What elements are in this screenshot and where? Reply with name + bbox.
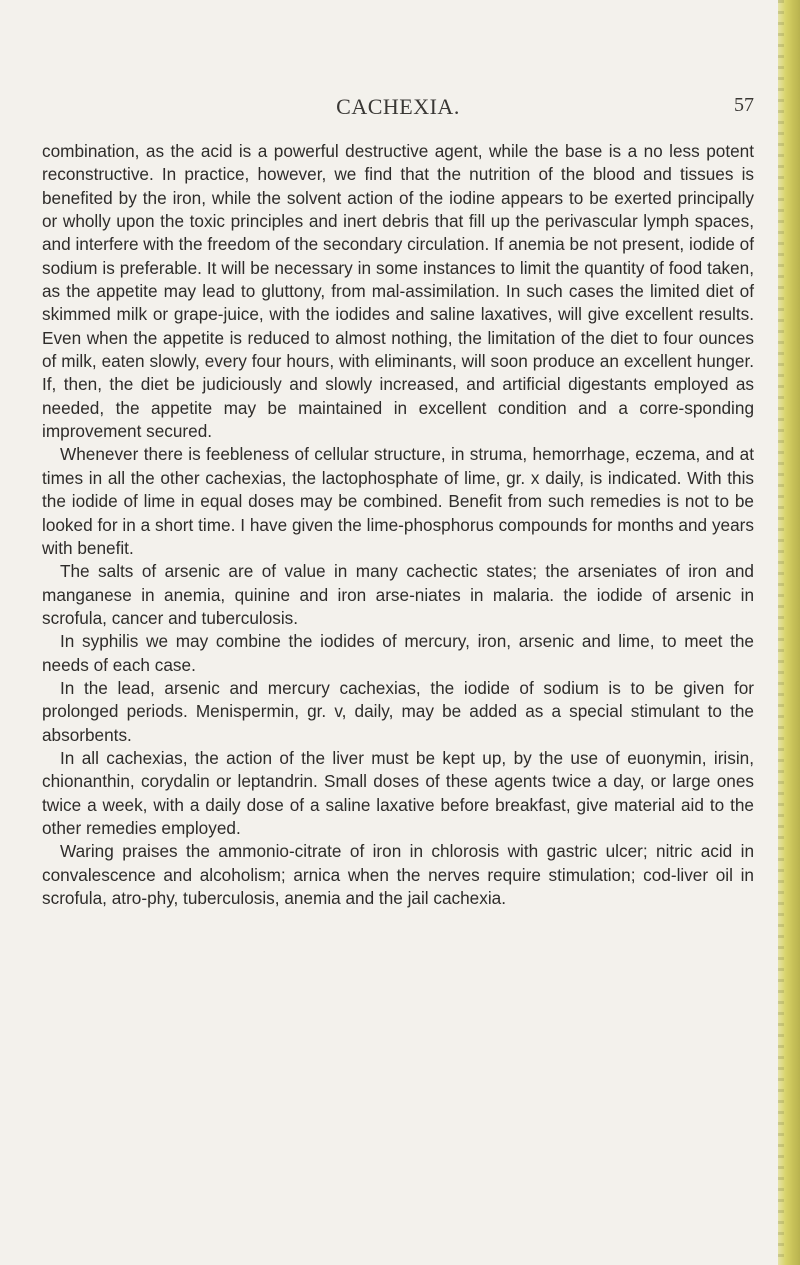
page-header — [42, 94, 754, 124]
page-edge-binding — [778, 0, 800, 1265]
paragraph-2: Whenever there is feebleness of cellular structure, in struma, hemorrhage, eczema, and at times in all the other cachexias, the lactophosphate of lime, gr. x daily, is indicated. With this the iodide of lime in equal doses may be combined. Benefit from such remedies is not to be looked for in a short time. I have given the lime-phosphorus compounds for months and years with benefit. — [42, 444, 754, 558]
paragraph-7: Waring praises the ammonio-citrate of iron in chlorosis with gastric ulcer; nitric acid in convalescence and alcoholism; arnica when the nerves require stimulation; cod-liver oil in scrofula, atro-phy, tuberculosis, anemia and the jail cachexia. — [42, 841, 754, 908]
paragraph-5: In the lead, arsenic and mercury cachexias, the iodide of sodium is to be given for prolonged periods. Menispermin, gr. v, daily, may be added as a special stimulant to the absorbents. — [42, 677, 754, 745]
paragraph-3: The salts of arsenic are of value in many cachectic states; the arseniates of iron and manganese in anemia, quinine and iron arse-niates in malaria. the iodide of arsenic in scrofula, cancer and tuberculosis. — [42, 561, 754, 628]
running-head: CACHEXIA. — [336, 94, 460, 119]
body-text — [42, 140, 754, 910]
paragraph-4: In syphilis we may combine the iodides of mercury, iron, arsenic and lime, to meet the needs of each case. — [42, 631, 754, 675]
paragraph-1: combination, as the acid is a powerful destructive agent, while the base is a no less potent reconstructive. In practice, however, we find that the nutrition of the blood and tissues is benefited by the iron, while the solvent action of the iodine appears to be exerted principally or wholly upon the toxic principles and inert debris that fill up the perivascular lymph spaces, and interfere with the freedom of the secondary circulation. If anemia be not present, iodide of sodium is preferable. It will be necessary in some instances to limit the quantity of food taken, as the appetite may lead to gluttony, from mal-assimilation. In such cases the limited diet of skimmed milk or grape-juice, with the iodides and saline laxatives, will give excellent results. Even when the appetite is reduced to almost nothing, the limitation of the diet to four ounces of milk, eaten slowly, every four hours, with eliminants, will soon produce an excellent hunger. If, then, the diet be judiciously and slowly increased, and artificial digestants employed as needed, the appetite may be maintained in excellent condition and a corre-sponding improvement secured. — [42, 141, 754, 442]
page-number: 57 — [734, 94, 754, 116]
paragraph-6: In all cachexias, the action of the liver must be kept up, by the use of euonymin, irisin, chionanthin, corydalin or leptandrin. Small doses of these agents twice a day, or large ones twice a week, with a daily dose of a saline laxative before breakfast, give material aid to the other remedies employed. — [42, 747, 754, 838]
